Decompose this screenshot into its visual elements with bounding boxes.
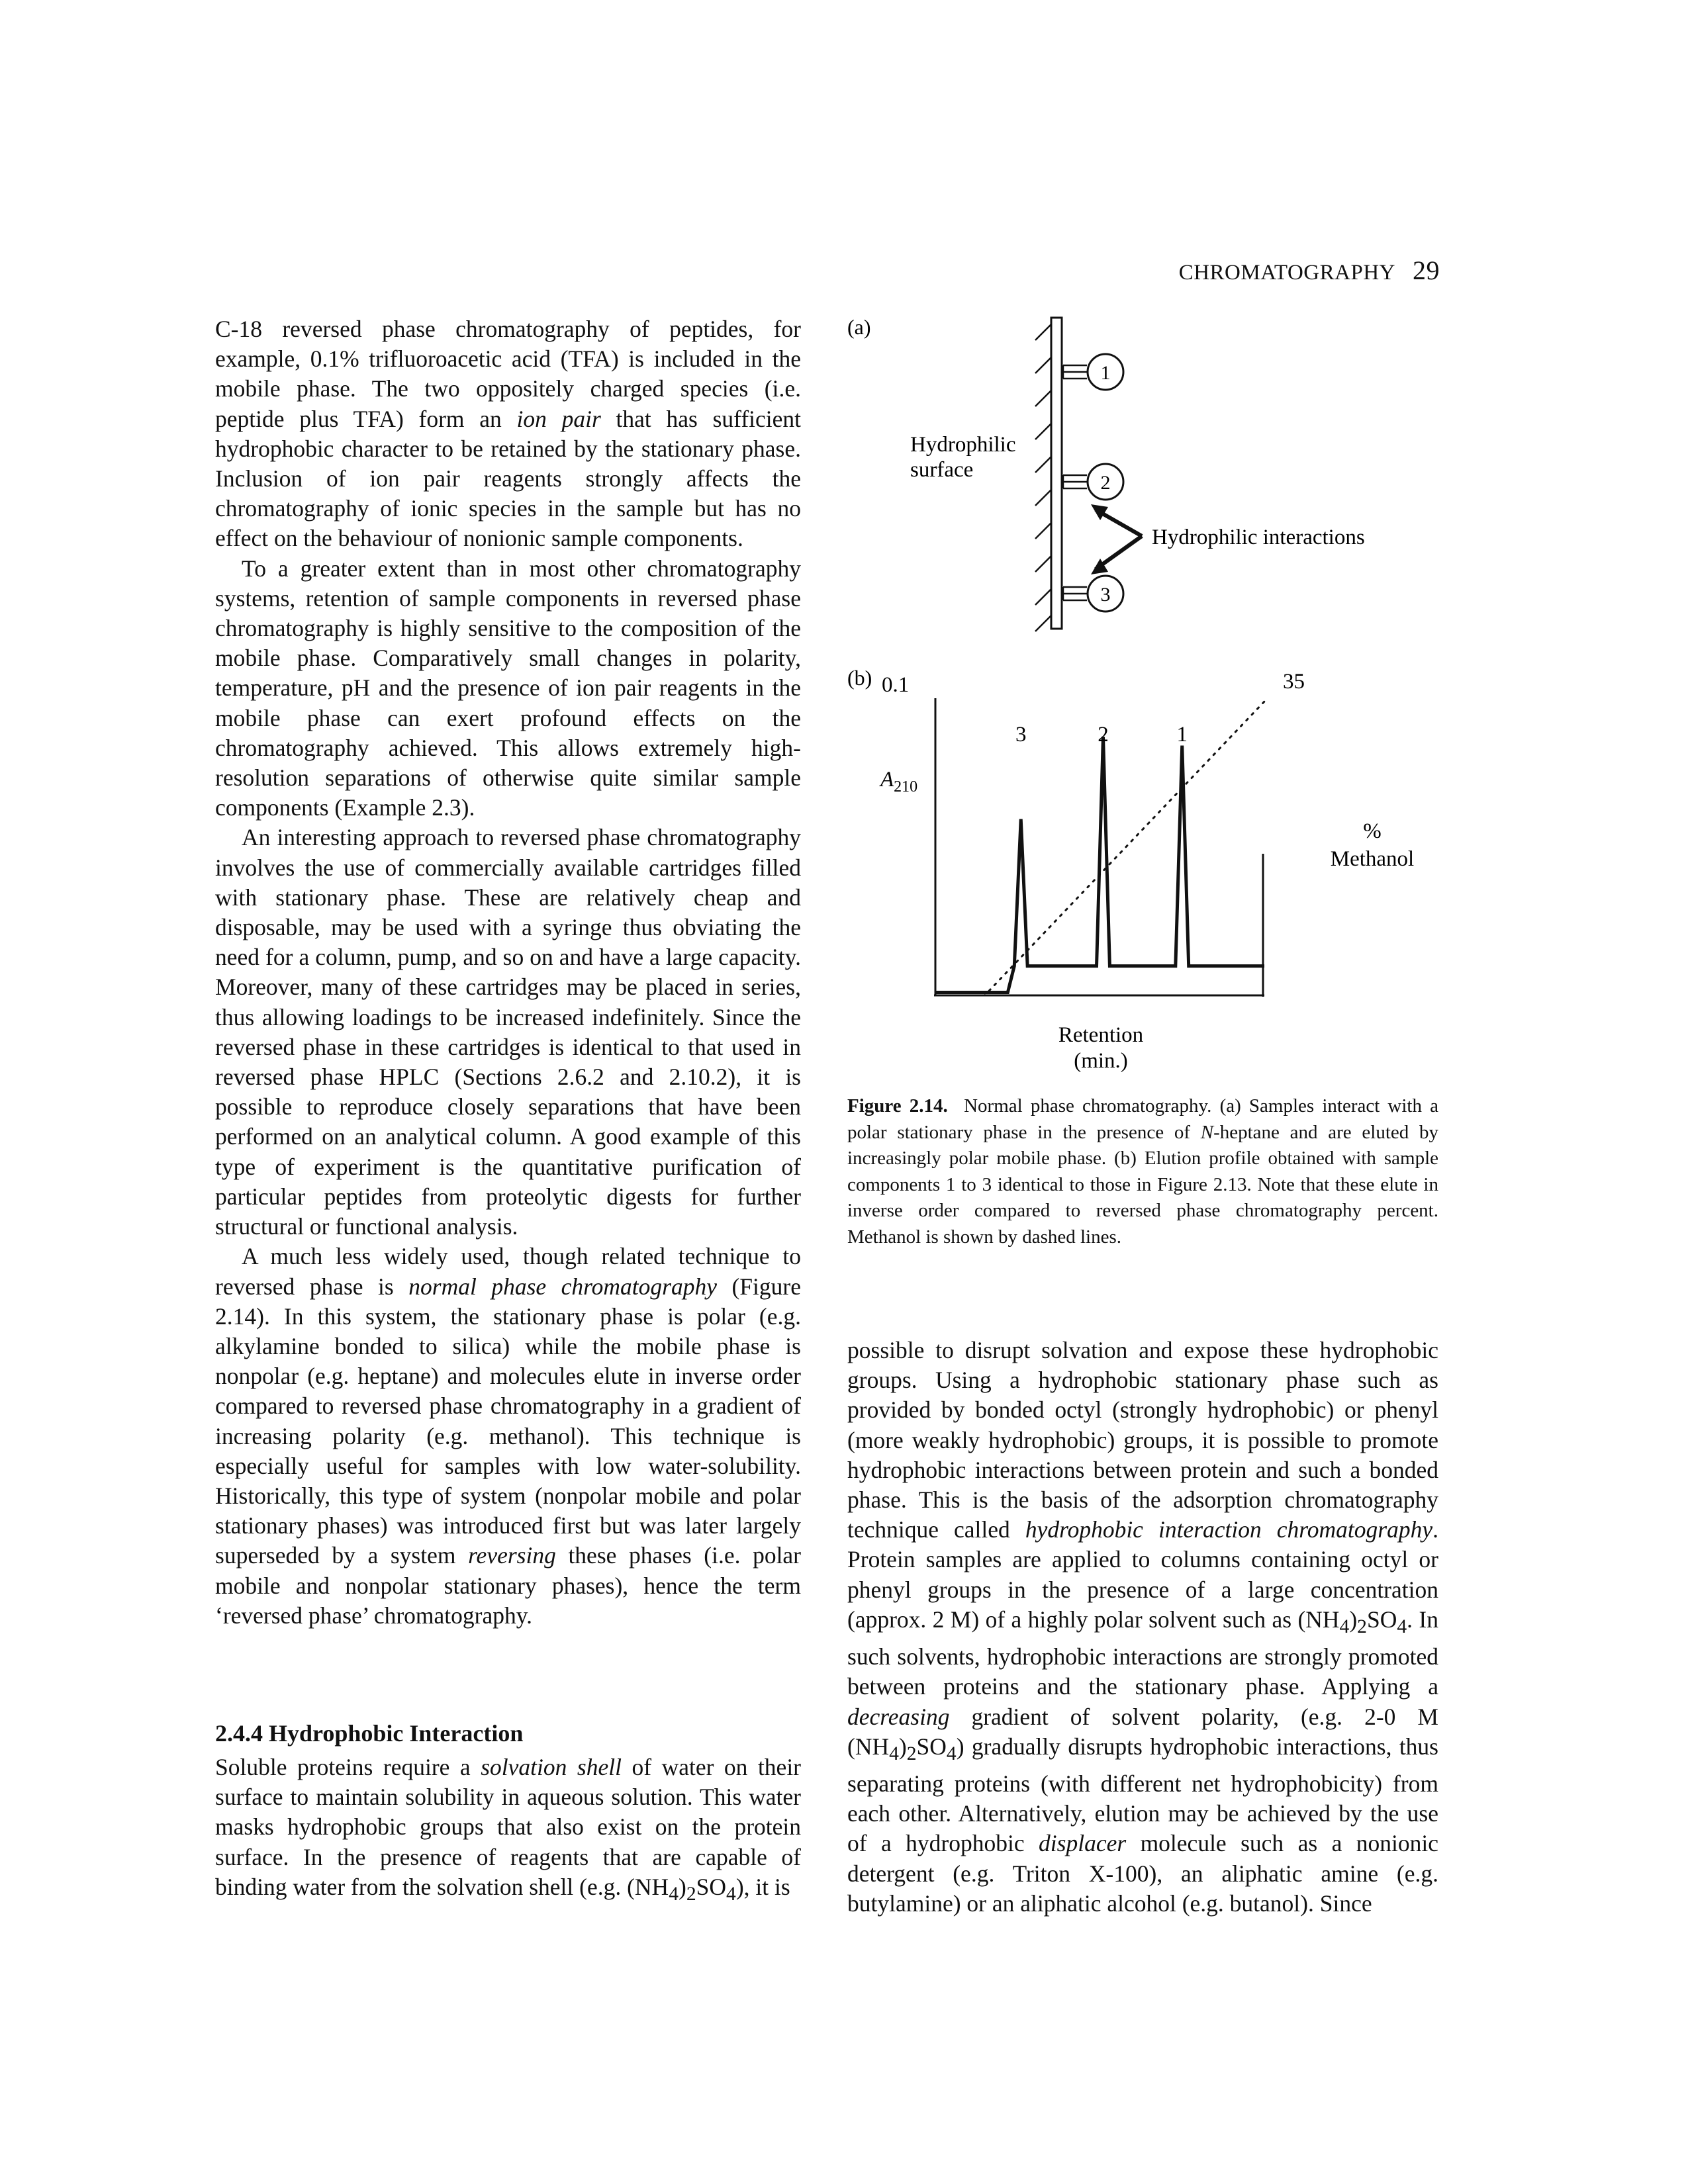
panel-b-label: (b) [847, 666, 872, 690]
a210-elution-profile [935, 737, 1264, 992]
molecule-1-label: 1 [1100, 362, 1111, 384]
surface-label-line1: Hydrophilic [910, 433, 1016, 457]
paragraph-retention: To a greater extent than in most other chromatography systems, retention of sample components in reversed phase chromatography is highly sensitive to the composition of the mobile phase. Comparatively small changes in polarity, temperature, pH and the presence of ion pair reagents in the mobile phase can exert profound effects on the chromatography achieved. This allows extremely high-resolution separations of otherwise quite similar sample components (Example 2.3). [215, 555, 801, 821]
peak-label-1: 1 [1176, 723, 1188, 747]
paragraph-hydrophobic-interaction: possible to disrupt solvation and expose these hydrophobic groups. Using a hydrophobic stationary phase such as provided by bonded octyl (strongly hydrophobic) or phenyl (more weakly hydrophobic) groups, it is possible to promote hydrophobic interactions between protein and such a bonded phase. This is the basis of the adsorption chromatography technique called hydrophobic interaction chromatography. Protein samples are applied to columns containing octyl or phenyl groups in the presence of a large concentration (approx. 2 M) of a highly polar solvent such as $(NH_4)_2SO_4$. In such solvents, hydrophobic interactions are strongly promoted between proteins and the stationary phase. Applying a decreasing gradient of solvent polarity, (e.g. 2-0 M $(NH_4)_2SO_4$) gradually disrupts hydrophobic interactions, thus separating proteins (with different net hydrophobicity) from each other. Alternatively, elution may be achieved by the use of a hydrophobic displacer molecule such as a nonionic detergent (e.g. Triton X-100), an aliphatic amine (e.g. butylamine) or an aliphatic alcohol (e.g. butanol). Since [847, 1337, 1438, 1917]
interaction-arrows [1096, 510, 1142, 569]
y-top-label: 0.1 [882, 673, 910, 697]
panel-a-label: (a) [847, 315, 871, 339]
section-heading: 2.4.4 Hydrophobic Interaction [215, 1720, 524, 1747]
figure-2-14 [841, 311, 1456, 1079]
molecule-1 [1063, 354, 1123, 390]
x-axis-label-line1: Retention [1058, 1023, 1144, 1047]
stationary-surface [1051, 318, 1062, 629]
x-axis-label-line2: (min.) [1074, 1049, 1128, 1073]
arrow-head-up [1091, 504, 1108, 520]
molecule-3 [1063, 576, 1123, 612]
section-body [215, 1752, 801, 1909]
right-top-label: 35 [1283, 670, 1305, 694]
running-header [794, 255, 1440, 286]
figure-caption: Figure 2.14. Normal phase chromatography. (a) Samples interact with a polar stationary phase in the presence of N-heptane and are eluted by increasingly polar mobile phase. (b) Elution profile obtained with sample components 1 to 3 identical to those in Figure 2.13. Note that these elute in inverse order compared to reversed phase chromatography percent. Methanol is shown by dashed lines. [847, 1095, 1439, 1248]
paragraph-normal-phase: A much less widely used, though related technique to reversed phase is normal phase chromatography (Figure 2.14). In this system, the stationary phase is polar (e.g. alkylamine bonded to silica) while the mobile phase is nonpolar (e.g. heptane) and molecules elute in inverse order compared to reversed phase chromatography in a gradient of increasing polarity (e.g. methanol). This technique is especially useful for samples with low water-solubility. Historically, this type of system (nonpolar mobile and polar stationary phases) was introduced first but was later largely superseded by a system reversing these phases (i.e. polar mobile and nonpolar stationary phases), hence the term ‘reversed phase’ chromatography. [215, 1243, 802, 1629]
molecule-2-label: 2 [1100, 472, 1111, 494]
surface-label-line2: surface [910, 458, 974, 482]
y-axis-label: $A_{210}$ [880, 768, 918, 796]
running-title: CHROMATOGRAPHY [1178, 261, 1395, 285]
peak-label-3: 3 [1015, 723, 1027, 747]
elution-chart [935, 702, 1264, 995]
right-axis-label-line1: % [1363, 819, 1382, 843]
paragraph-solvation: Soluble proteins require a solvation shell of water on their surface to maintain solubility in aqueous solution. This water masks hydrophobic groups that also exist on the protein surface. In the presence of reagents that are capable of binding water from the solvation shell (e.g. $(NH_4)_2SO_4$), it is [215, 1754, 801, 1905]
page-number: 29 [1413, 255, 1440, 285]
paragraph-cartridges: An interesting approach to reversed phase chromatography involves the use of commercially available cartridges filled with stationary phase. These are relatively cheap and disposable, may be used with a syringe thus obviating the need for a column, pump, and so on and have a large capacity. Moreover, many of these cartridges may be placed in series, thus allowing loadings to be increased indefinitely. Since the reversed phase in these cartridges is identical to that used in reversed phase HPLC (Sections 2.6.2 and 2.10.2), it is possible to reproduce closely separations that have been performed on an analytical column. A good example of this type of experiment is the quantitative purification of particular peptides from proteolytic digests for further structural or functional analysis. [215, 824, 801, 1240]
interaction-label: Hydrophilic interactions [1152, 525, 1365, 549]
peak-label-2: 2 [1098, 723, 1109, 747]
right-axis-label-line2: Methanol [1330, 847, 1415, 871]
right-column [847, 1336, 1438, 1919]
left-column [215, 314, 801, 1631]
molecule-2 [1063, 464, 1123, 500]
paragraph-ion-pair: C-18 reversed phase chromatography of peptides, for example, 0.1% trifluoroacetic acid (TFA) is included in the mobile phase. The two oppositely charged species (i.e. peptide plus TFA) form an ion pair that has sufficient hydrophobic character to be retained by the stationary phase. Inclusion of ion pair reagents strongly affects the chromatography of ionic species in the sample but has no effect on the behaviour of nonionic sample components. [215, 316, 801, 552]
molecule-3-label: 3 [1100, 584, 1111, 606]
surface-hatching [1035, 324, 1051, 631]
caption-title: Figure 2.14. [847, 1095, 948, 1116]
